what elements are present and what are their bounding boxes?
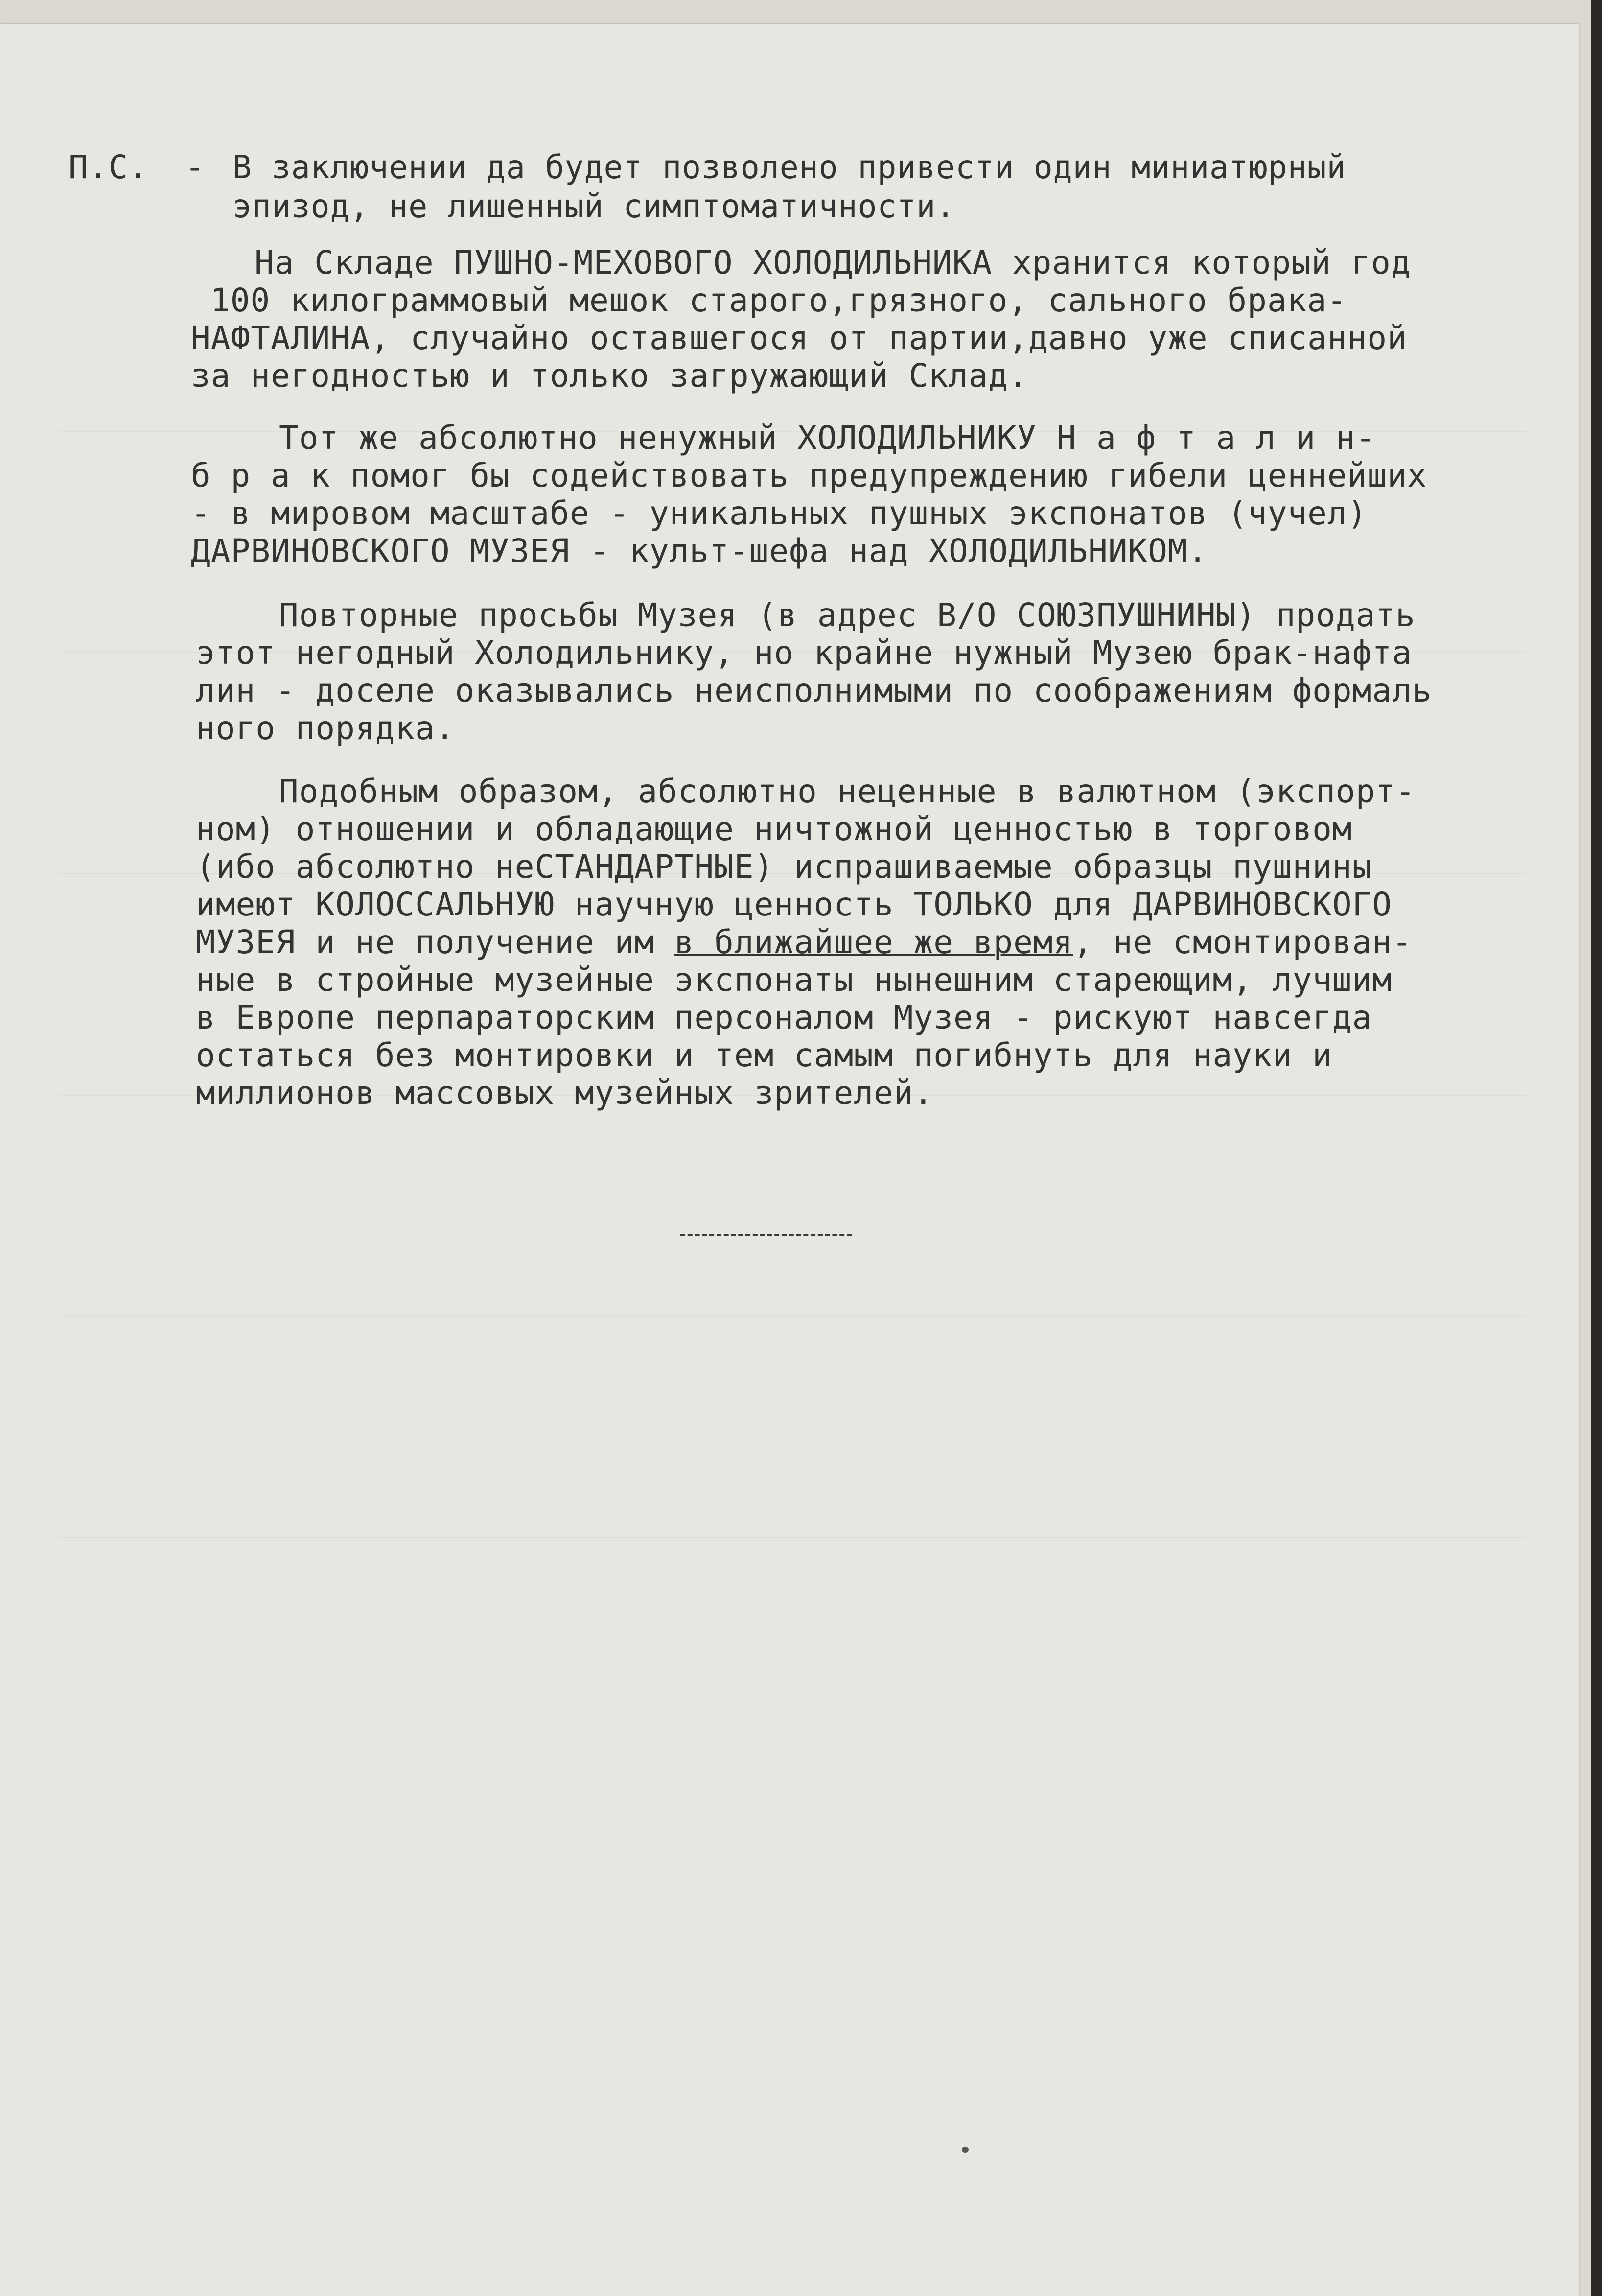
- p1-line-3: НАФТАЛИНА, случайно оставшегося от партии,давно уже списанной: [191, 319, 1407, 357]
- ps-line-2: эпизод, не лишенный симптоматичности.: [232, 187, 956, 225]
- p4-line-9: миллионов массовых музейных зрителей.: [196, 1074, 934, 1112]
- p3-line-3: лин - доселе оказывались неисполнимыми по соображениям формаль: [196, 672, 1432, 709]
- p4-line-3: (ибо абсолютно неСТАНДАРТНЫЕ) испрашиваемые образцы пушнины: [196, 848, 1372, 886]
- p1-line-4: за негодностью и только загружающий Склад.: [191, 357, 1028, 395]
- p1-line-1: На Складе ПУШНО-МЕХОВОГО ХОЛОДИЛЬНИКА хранится который год: [255, 244, 1411, 281]
- document-page: [0, 24, 1579, 2296]
- p2-line-3: - в мировом масштабе - уникальных пушных экспонатов (чучел): [191, 494, 1368, 532]
- ps-dash: -: [185, 148, 205, 186]
- p4-line-5-end: , не смонтирован-: [1073, 923, 1412, 961]
- p4-line-5: [196, 924, 1412, 961]
- p3-line-2: этот негодный Холодильнику, но крайне нужный Музею брак-нафта: [196, 634, 1412, 672]
- p4-line-8: остаться без монтировки и тем самым погибнуть для науки и: [196, 1036, 1332, 1074]
- p4-line-4: имеют КОЛОССАЛЬНУЮ научную ценность ТОЛЬКО для ДАРВИНОВСКОГО: [196, 886, 1393, 923]
- ps-label: П.С.: [69, 148, 148, 186]
- ps-line-1: В заключении да будет позволено привести один миниатюрный: [232, 148, 1347, 186]
- p4-line-1: Подобным образом, абсолютно неценные в валютном (экспорт-: [279, 773, 1416, 810]
- p4-line-5-start: МУЗЕЯ и не получение им: [196, 923, 674, 961]
- p1-line-2: 100 килограммовый мешок старого,грязного, сального брака-: [210, 281, 1347, 319]
- p2-line-2: б р а к помог бы содействовать предупреждению гибели ценнейших: [191, 457, 1427, 494]
- p2-line-1: Тот же абсолютно ненужный ХОЛОДИЛЬНИКУ Н а ф т а л и н-: [279, 419, 1376, 457]
- p2-line-4: ДАРВИНОВСКОГО МУЗЕЯ - культ-шефа над ХОЛОДИЛЬНИКОМ.: [191, 532, 1208, 570]
- p4-line-2: ном) отношении и обладающие ничтожной ценностью в торговом: [196, 810, 1352, 848]
- ink-speck: [962, 2147, 969, 2153]
- section-divider: [680, 1234, 852, 1236]
- p4-line-6: ные в стройные музейные экспонаты нынешним стареющим, лучшим: [196, 961, 1393, 999]
- p3-line-4: ного порядка.: [196, 709, 455, 747]
- p3-line-1: Повторные просьбы Музея (в адрес В/О СОЮЗПУШНИНЫ) продать: [279, 596, 1416, 634]
- underlined-phrase: в ближайшее же время: [674, 923, 1073, 961]
- p4-line-7: в Европе перпараторским персоналом Музея - рискуют навсегда: [196, 999, 1372, 1036]
